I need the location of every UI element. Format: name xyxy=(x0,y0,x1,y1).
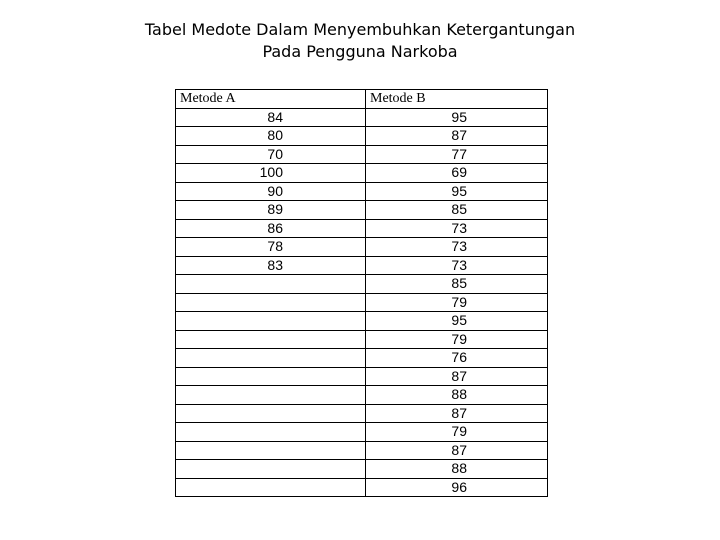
cell-metode-a-empty xyxy=(176,367,366,386)
cell-metode-b: 95 xyxy=(366,312,548,331)
table-row xyxy=(176,330,548,349)
cell-metode-a: 86 xyxy=(176,219,366,238)
cell-metode-b: 87 xyxy=(366,441,548,460)
cell-metode-a: 78 xyxy=(176,238,366,257)
cell-metode-b: 73 xyxy=(366,238,548,257)
table-row xyxy=(176,460,548,479)
cell-metode-a: 89 xyxy=(176,201,366,220)
title-line-2: Pada Pengguna Narkoba xyxy=(262,42,458,61)
table-row xyxy=(176,182,548,201)
cell-metode-b: 69 xyxy=(366,164,548,183)
cell-metode-a: 100 xyxy=(176,164,366,183)
cell-metode-a: 83 xyxy=(176,256,366,275)
cell-metode-b: 85 xyxy=(366,275,548,294)
cell-metode-a-empty xyxy=(176,349,366,368)
cell-metode-b: 87 xyxy=(366,367,548,386)
table-row xyxy=(176,275,548,294)
cell-metode-b: 87 xyxy=(366,404,548,423)
cell-metode-b: 79 xyxy=(366,293,548,312)
cell-metode-b: 79 xyxy=(366,423,548,442)
table-row xyxy=(176,256,548,275)
cell-metode-b: 95 xyxy=(366,182,548,201)
cell-metode-a-empty xyxy=(176,275,366,294)
cell-metode-a-empty xyxy=(176,312,366,331)
table-row xyxy=(176,238,548,257)
cell-metode-b: 79 xyxy=(366,330,548,349)
cell-metode-b: 88 xyxy=(366,386,548,405)
table-row xyxy=(176,293,548,312)
cell-metode-a-empty xyxy=(176,293,366,312)
table-row xyxy=(176,164,548,183)
cell-metode-b: 96 xyxy=(366,478,548,497)
table-title xyxy=(0,19,720,63)
cell-metode-a-empty xyxy=(176,386,366,405)
cell-metode-b: 95 xyxy=(366,108,548,127)
header-metode-b: Metode B xyxy=(366,90,548,109)
cell-metode-b: 76 xyxy=(366,349,548,368)
table-row xyxy=(176,145,548,164)
title-line-1: Tabel Medote Dalam Menyembuhkan Ketergantungan xyxy=(144,20,576,39)
table-row xyxy=(176,219,548,238)
header-row xyxy=(176,90,548,109)
table-row xyxy=(176,201,548,220)
table-row xyxy=(176,108,548,127)
cell-metode-a-empty xyxy=(176,460,366,479)
cell-metode-b: 88 xyxy=(366,460,548,479)
cell-metode-a-empty xyxy=(176,404,366,423)
cell-metode-b: 73 xyxy=(366,256,548,275)
cell-metode-a: 80 xyxy=(176,127,366,146)
table-row xyxy=(176,423,548,442)
header-metode-a: Metode A xyxy=(176,90,366,109)
table-row xyxy=(176,127,548,146)
cell-metode-a-empty xyxy=(176,330,366,349)
cell-metode-b: 87 xyxy=(366,127,548,146)
table-row xyxy=(176,349,548,368)
cell-metode-b: 77 xyxy=(366,145,548,164)
cell-metode-a-empty xyxy=(176,441,366,460)
cell-metode-a: 70 xyxy=(176,145,366,164)
table-row xyxy=(176,404,548,423)
table-row xyxy=(176,386,548,405)
data-table xyxy=(175,89,548,497)
table-row xyxy=(176,312,548,331)
cell-metode-b: 73 xyxy=(366,219,548,238)
cell-metode-a-empty xyxy=(176,423,366,442)
cell-metode-b: 85 xyxy=(366,201,548,220)
table-row xyxy=(176,478,548,497)
table-row xyxy=(176,441,548,460)
cell-metode-a: 84 xyxy=(176,108,366,127)
table-row xyxy=(176,367,548,386)
cell-metode-a-empty xyxy=(176,478,366,497)
cell-metode-a: 90 xyxy=(176,182,366,201)
